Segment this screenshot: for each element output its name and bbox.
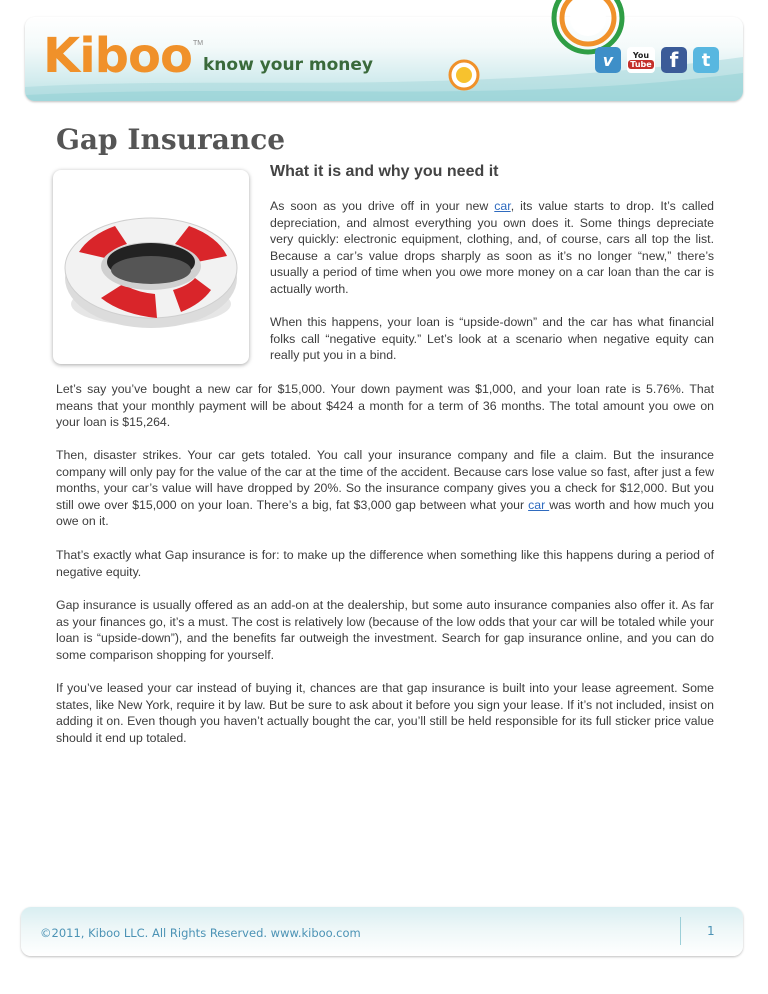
paragraph-scenario: Let’s say you’ve bought a new car for $15,000. Your down payment was $1,000, and your loan rate is 5.76%. That means that your monthly payment will be about $424 a month for a term of 36 months. The total amount you owe on your loan is $15,264.	[56, 382, 714, 430]
footer-divider	[680, 917, 681, 945]
logo-trademark: TM	[193, 40, 204, 47]
car-link-2[interactable]: car	[528, 497, 550, 512]
paragraph-negative-equity: When this happens, your loan is “upside-down” and the car has what financial folks call “negative equity.” Let’s look at a scenario when negative equity can really put you in a bind.	[270, 315, 714, 363]
paragraph-gap-purpose: That’s exactly what Gap insurance is for: to make up the difference when something like this happens during a period of negative equity.	[56, 548, 714, 579]
paragraph-intro: As soon as you drive off in your new car, its value starts to drop. It’s called depreciation, and almost everything you own does it. Some things depreciate very quickly: electronic equipment, clothing, and, of course, cars all top the list. Because a car’s value drops sharply as soon as it’s no longer “new,” there’s usually a period of time when you owe more money on a car loan than the car is actually worth.	[270, 199, 714, 296]
facebook-icon[interactable]: f	[661, 47, 687, 73]
paragraph-where-to-buy: Gap insurance is usually offered as an add-on at the dealership, but some auto insurance companies also offer it. As far as your finances go, it’s a must. The cost is relatively low (because of the low odds that your car will be totaled while your loan is “upside-down”), and the benefits far outweigh the investment. Search for gap insurance online, and you can do some comparison shopping for yourself.	[56, 598, 714, 662]
paragraph-disaster: Then, disaster strikes. Your car gets totaled. You call your insurance company and file a claim. But the insurance company will only pay for the value of the car at the time of the accident. Because cars lose value so fast, after just a few months, your car’s value will have dropped by 20%. So the insurance company gives you a check for $12,000. But you still owe over $15,000 on your loan. There’s a big, fat $3,000 gap between what your car was worth and how much you owe on it.	[56, 448, 715, 529]
footer-copyright: ©2011, Kiboo LLC. All Rights Reserved. www.kiboo.com	[40, 926, 361, 940]
car-link[interactable]: car	[494, 199, 511, 213]
social-links	[595, 47, 719, 73]
vimeo-icon[interactable]: v	[595, 47, 621, 73]
logo-wordmark: Kiboo	[43, 28, 192, 84]
twitter-icon[interactable]: t	[693, 47, 719, 73]
tagline: know your money	[203, 55, 373, 75]
youtube-icon[interactable]: You Tube	[627, 47, 655, 73]
life-ring-tire-photo	[53, 170, 249, 364]
life-ring-tire-image	[61, 186, 241, 346]
page-number: 1	[707, 924, 715, 938]
article-subtitle: What it is and why you need it	[270, 163, 499, 180]
kiboo-logo[interactable]	[43, 28, 204, 84]
paragraph-leasing: If you’ve leased your car instead of buying it, chances are that gap insurance is built into your lease agreement. Some states, like New York, require it by law. But be sure to ask about it before you sign your lease. If it’s not included, insist on adding it on. Even though you haven’t actually bought the car, you’ll still be held responsible for its full sticker price value should it end up totaled.	[56, 681, 714, 745]
page-title: Gap Insurance	[56, 123, 286, 156]
coin-decoration-icon	[447, 58, 481, 92]
